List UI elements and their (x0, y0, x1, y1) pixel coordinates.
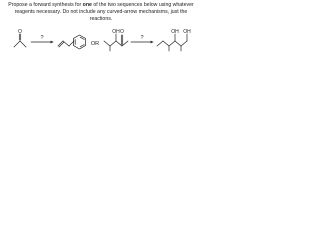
left-scheme (14, 34, 86, 49)
hydroxy-ketone-o-label: O (120, 29, 124, 35)
diol-oh-label-1: OH (171, 29, 179, 35)
acetone-oxygen-label: O (18, 29, 22, 35)
right-scheme (104, 34, 187, 51)
reaction-schemes (0, 0, 200, 85)
hydroxy-ketone-structure (104, 34, 128, 51)
diol-structure (157, 34, 187, 51)
or-connector: OR (90, 41, 100, 47)
prompt-part-1: Propose a forward synthesis for (8, 2, 82, 8)
acetone-structure (14, 34, 26, 47)
left-reagents-label: ? (40, 35, 44, 41)
hydroxy-ketone-oh-label: OH (112, 29, 120, 35)
allylbenzene-structure (58, 35, 86, 49)
diol-oh-label-2: OH (183, 29, 191, 35)
right-reagents-label: ? (140, 35, 144, 41)
prompt-emphasis: one (82, 2, 92, 8)
prompt-part-2: of the two sequences below using whatever reagents necessary. Do not include any curved-arrow mechanisms, just the reactions. (14, 2, 194, 22)
